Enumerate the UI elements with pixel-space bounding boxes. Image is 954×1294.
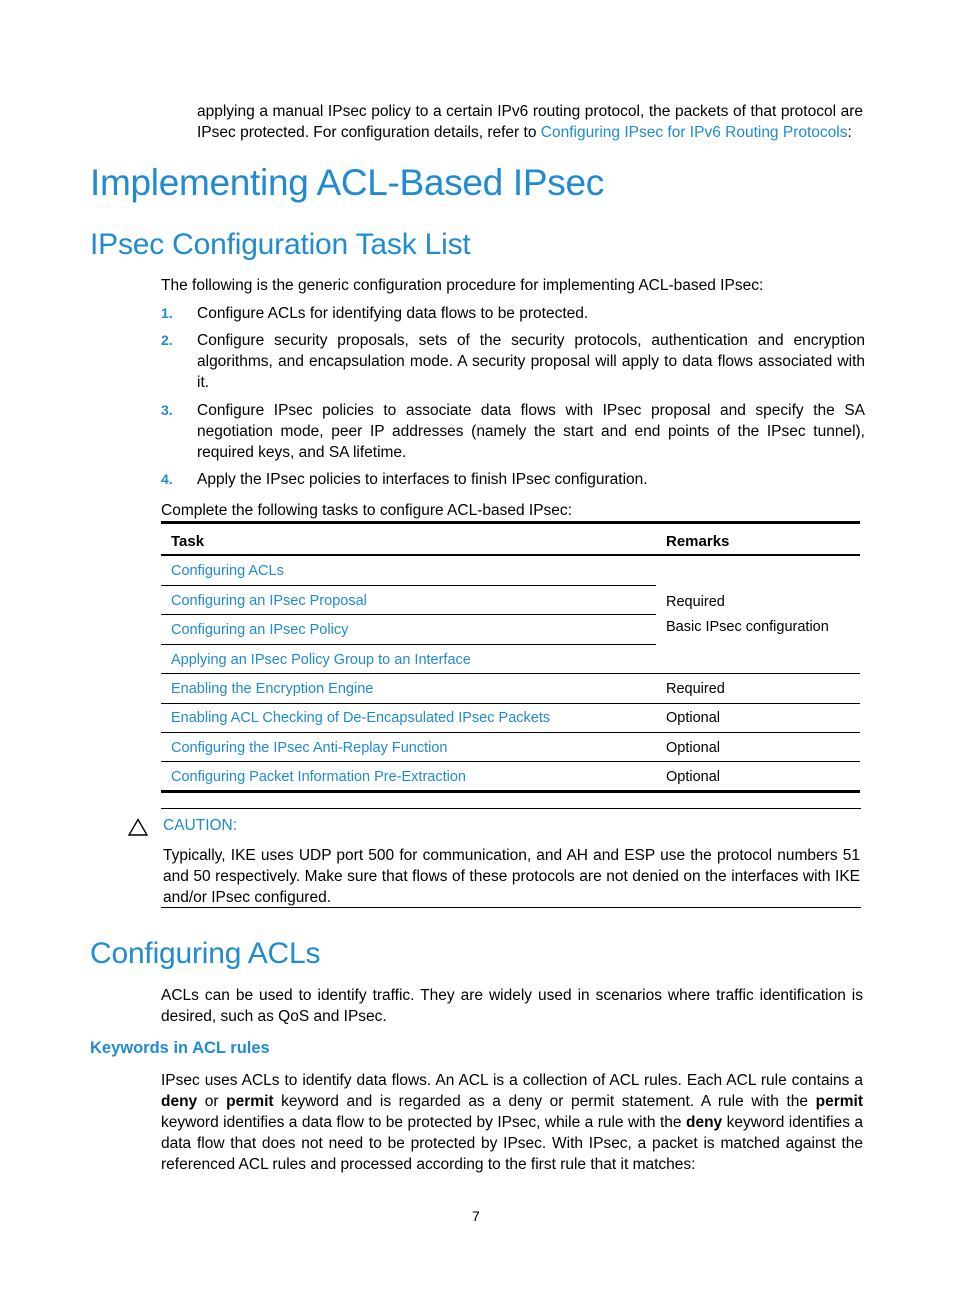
step-number: 2. — [161, 332, 173, 348]
keyword-deny: deny — [685, 1114, 723, 1131]
table-header-remarks: Remarks — [666, 533, 730, 550]
table-row-remark: Optional — [666, 769, 721, 785]
keyword-permit: permit — [815, 1093, 863, 1110]
table-row-remark: Optional — [666, 740, 721, 756]
table-row-task-link[interactable]: Configuring ACLs — [171, 563, 284, 579]
row-divider — [161, 644, 656, 645]
intro-end: : — [847, 124, 852, 141]
table-row-remark: Optional — [666, 710, 721, 726]
keywords-text: IPsec uses ACLs to identify data flows. An ACL is a collection of ACL rules. Each ACL rule contains a — [161, 1072, 863, 1089]
row-divider — [161, 614, 656, 615]
row-divider — [161, 703, 860, 704]
table-row-task-link[interactable]: Configuring an IPsec Policy — [171, 622, 349, 638]
keyword-deny: deny — [161, 1093, 198, 1110]
keywords-text: keyword identifies a data flow that does not need to be protected by IPsec. With IPsec, a packet is matched against the referenced ACL rules and processed according to the first rule that it matches: — [161, 1114, 864, 1173]
table-row-task-link[interactable]: Configuring the IPsec Anti-Replay Function — [171, 740, 448, 756]
step-number: 4. — [161, 471, 173, 487]
page-title: Implementing ACL-Based IPsec — [90, 162, 604, 203]
keywords-text: or — [204, 1093, 219, 1110]
table-bottom-rule — [161, 790, 860, 793]
table-header-rule — [161, 554, 860, 556]
intro-paragraph — [197, 101, 863, 143]
intro-text: applying a manual IPsec policy to a certain IPv6 routing protocol, the packets of that protocol are IPsec protected. For configuration details, refer to — [197, 103, 863, 141]
caution-label: CAUTION: — [163, 817, 238, 834]
table-row-task-link[interactable]: Enabling the Encryption Engine — [171, 681, 374, 697]
step-number: 3. — [161, 402, 173, 418]
acls-paragraph: ACLs can be used to identify traffic. They are widely used in scenarios where traffic identification is desired, such as QoS and IPsec. — [161, 987, 863, 1025]
task-list-lead: The following is the generic configuration procedure for implementing ACL-based IPsec: — [161, 277, 764, 294]
step-number: 1. — [161, 305, 173, 321]
table-merged-remark: Required — [666, 594, 725, 610]
keywords-text: keyword identifies a data flow to be protected by IPsec, while a rule with the — [161, 1114, 682, 1131]
caution-top-rule — [161, 808, 861, 809]
keyword-permit: permit — [226, 1093, 274, 1110]
warning-triangle-icon — [128, 818, 148, 836]
keywords-paragraph — [161, 1070, 863, 1175]
section-title-configuring-acls: Configuring ACLs — [90, 937, 321, 970]
step-text: Configure ACLs for identifying data flows to be protected. — [197, 305, 589, 322]
caution-text: Typically, IKE uses UDP port 500 for communication, and AH and ESP use the protocol numbers 51 and 50 respectively. Make sure that flows of these protocols are not denied on the interfaces with IKE and/or IPsec configured. — [163, 847, 860, 906]
intro-link[interactable]: Configuring IPsec for IPv6 Routing Protocols — [540, 124, 848, 141]
row-divider — [161, 585, 656, 586]
table-header-task: Task — [171, 533, 205, 550]
row-divider — [161, 761, 860, 762]
page-number: 7 — [472, 1208, 480, 1224]
row-divider — [161, 673, 860, 674]
table-row-task-link[interactable]: Configuring an IPsec Proposal — [171, 593, 367, 609]
table-row-task-link[interactable]: Enabling ACL Checking of De-Encapsulated IPsec Packets — [171, 710, 551, 726]
row-divider — [161, 732, 860, 733]
table-top-rule — [161, 521, 860, 524]
table-row-remark: Required — [666, 681, 725, 697]
step-text: Configure security proposals, sets of the security protocols, authentication and encryption algorithms, and encapsulation mode. A security proposal will apply to data flows associated with it. — [197, 332, 865, 391]
table-intro: Complete the following tasks to configure ACL-based IPsec: — [161, 502, 572, 519]
caution-bottom-rule — [161, 907, 861, 908]
step-text: Configure IPsec policies to associate data flows with IPsec proposal and specify the SA negotiation mode, peer IP addresses (namely the start and end points of the IPsec tunnel), required keys, and SA lifetime. — [197, 402, 865, 461]
table-merged-remark: Basic IPsec configuration — [666, 619, 829, 635]
step-text: Apply the IPsec policies to interfaces to finish IPsec configuration. — [197, 471, 648, 488]
table-row-task-link[interactable]: Applying an IPsec Policy Group to an Interface — [171, 652, 471, 668]
subsection-title-keywords: Keywords in ACL rules — [90, 1039, 270, 1057]
table-row-task-link[interactable]: Configuring Packet Information Pre-Extraction — [171, 769, 466, 785]
keywords-text: keyword and is regarded as a deny or permit statement. A rule with the — [281, 1093, 809, 1110]
section-title-task-list: IPsec Configuration Task List — [90, 228, 471, 261]
